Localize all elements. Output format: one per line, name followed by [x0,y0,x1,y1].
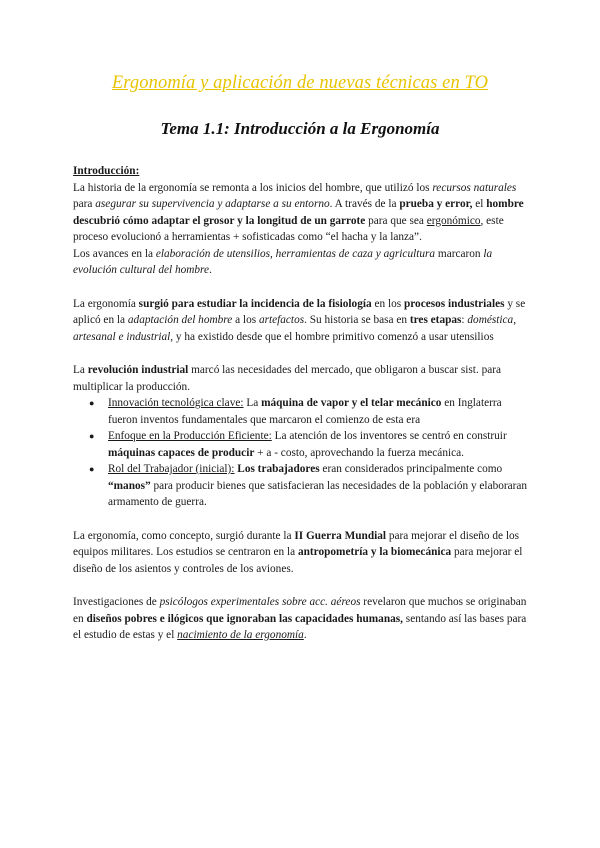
document-body [73,163,533,644]
list-item: ● Innovación tecnológica clave: La máquina de vapor y el telar mecánico en Inglaterra fueron inventos fundamentales que marcaron el comienzo de esta era [89,397,502,426]
bullet-icon: ● [89,398,95,408]
paragraph-origin: La ergonomía surgió para estudiar la incidencia de la fisiología en los procesos industriales y se aplicó en la adaptación del hombre a los artefactos. Su historia se basa en tres etapas: doméstica, artesanal e industrial, y ha existido desde que el hombre primitivo comenzó a usar utensilios [73,297,526,343]
list-item: ● Rol del Trabajador (inicial): Los trabajadores eran considerados principalmente como “manos” para producir bienes que satisfacieran las necesidades de la población y elaboraran armamento de guerra. [89,463,528,508]
paragraph-history: La historia de la ergonomía se remonta a los inicios del hombre, que utilizó los recursos naturales para asegurar su supervivencia y adaptarse a su entorno. A través de la prueba y error, el hombre descubrió cómo adaptar el grosor y la longitud de un garrote para que sea ergonómico, este proceso evolucionó a herramientas + sofisticadas como “el hacha y la lanza”. [73,181,524,243]
paragraph-advances: Los avances en la elaboración de utensilios, herramientas de caza y agricultura marcaron la evolución cultural del hombre. [73,247,493,276]
section-heading: Introducción: [73,165,140,177]
paragraph-wwii: La ergonomía, como concepto, surgió durante la II Guerra Mundial para mejorar el diseño de los equipos militares. Los estudios se centraron en la antropometría y la biomecánica para mejorar el diseño de los asientos y controles de los aviones. [73,529,523,575]
bullet-icon: ● [89,464,95,474]
document-title: Ergonomía y aplicación de nuevas técnicas en TO [111,73,489,93]
bullet-list [73,395,533,511]
bullet-icon: ● [89,431,95,441]
paragraph-industrial-revolution: La revolución industrial marcó las necesidades del mercado, que obligaron a buscar sist. para multiplicar la producción. [73,364,502,393]
paragraph-research: Investigaciones de psicólogos experimentales sobre acc. aéreos revelaron que muchos se originaban en diseños pobres e ilógicos que ignoraban las capacidades humanas, sentando así las bases para el estudio de estas y el nacimiento de la ergonomía. [73,596,527,641]
list-item: ● Enfoque en la Producción Eficiente: La atención de los inventores se centró en construir máquinas capaces de producir + a - costo, aprovechando la fuerza mecánica. [89,430,507,459]
topic-title: Tema 1.1: Introducción a la Ergonomía [160,119,440,138]
